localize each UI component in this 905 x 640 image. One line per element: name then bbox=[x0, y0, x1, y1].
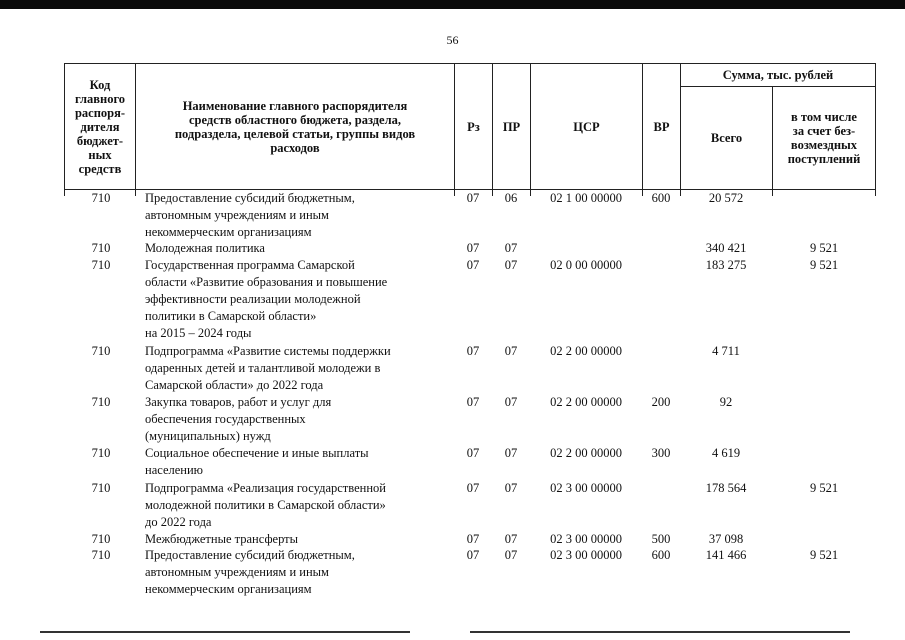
bottom-rule-left bbox=[40, 631, 410, 633]
header-line: ных bbox=[88, 147, 112, 162]
cell-name bbox=[145, 343, 455, 394]
cell-name bbox=[145, 480, 455, 531]
name-line: Подпрограмма «Развитие системы поддержки bbox=[145, 344, 391, 358]
cell-pr: 07 bbox=[504, 446, 518, 460]
cell-vr: 300 bbox=[651, 446, 671, 460]
name-line: Молодежная политика bbox=[145, 241, 265, 255]
header-kod-text bbox=[75, 78, 125, 176]
header-line: возмездных bbox=[790, 138, 858, 152]
header-line: главного bbox=[74, 91, 126, 106]
name-line: Самарской области» до 2022 года bbox=[145, 378, 324, 392]
name-line: Подпрограмма «Реализация государственной bbox=[145, 481, 386, 495]
cell-csr: 02 3 00 00000 bbox=[550, 532, 622, 546]
cell-kod: 710 bbox=[91, 258, 111, 272]
cell-rz: 07 bbox=[466, 258, 480, 272]
cell-vsego: 183 275 bbox=[705, 258, 747, 272]
cell-kod: 710 bbox=[91, 344, 111, 358]
cell-rz: 07 bbox=[466, 241, 480, 255]
name-line: политики в Самарской области» bbox=[145, 309, 317, 323]
header-summa: Сумма, тыс. рублей bbox=[680, 63, 876, 87]
name-line: одаренных детей и талантливой молодежи в bbox=[145, 361, 381, 375]
header-line: дителя bbox=[80, 119, 120, 134]
cell-name bbox=[145, 190, 455, 241]
cell-vsego: 37 098 bbox=[708, 532, 744, 546]
header-line: средств bbox=[78, 161, 122, 176]
name-line: Государственная программа Самарской bbox=[145, 258, 355, 272]
header-vr: ВР bbox=[642, 63, 681, 190]
header-name-text bbox=[175, 99, 415, 155]
cell-rz: 07 bbox=[466, 481, 480, 495]
bottom-rule-right bbox=[470, 631, 850, 633]
cell-rz: 07 bbox=[466, 344, 480, 358]
cell-csr: 02 2 00 00000 bbox=[550, 446, 622, 460]
header-rz: Рз bbox=[454, 63, 493, 190]
cell-bz: 9 521 bbox=[809, 241, 839, 255]
cell-kod: 710 bbox=[91, 241, 111, 255]
cell-vsego: 4 711 bbox=[712, 344, 740, 358]
header-line: Код bbox=[89, 77, 111, 92]
name-line: автономным учреждениям и иным bbox=[145, 208, 329, 222]
header-name bbox=[135, 63, 455, 190]
column-divider bbox=[772, 190, 773, 196]
header-line: в том числе bbox=[791, 110, 857, 124]
name-line: (муниципальных) нужд bbox=[145, 429, 271, 443]
cell-rz: 07 bbox=[466, 191, 480, 205]
header-line: подраздела, целевой статьи, группы видов bbox=[174, 126, 416, 141]
header-vsego: Всего bbox=[680, 86, 773, 190]
cell-csr: 02 1 00 00000 bbox=[550, 191, 622, 205]
cell-kod: 710 bbox=[91, 446, 111, 460]
cell-pr: 07 bbox=[504, 344, 518, 358]
cell-pr: 07 bbox=[504, 395, 518, 409]
header-line: бюджет- bbox=[76, 133, 124, 148]
header-csr: ЦСР bbox=[530, 63, 643, 190]
cell-pr: 07 bbox=[504, 481, 518, 495]
name-line: некоммерческим организациям bbox=[145, 225, 312, 239]
cell-kod: 710 bbox=[91, 191, 111, 205]
cell-vr: 600 bbox=[651, 548, 671, 562]
cell-name bbox=[145, 445, 455, 479]
cell-vr: 500 bbox=[651, 532, 671, 546]
cell-rz: 07 bbox=[466, 395, 480, 409]
cell-pr: 07 bbox=[504, 532, 518, 546]
cell-rz: 07 bbox=[466, 446, 480, 460]
cell-name bbox=[145, 394, 455, 445]
cell-vsego: 340 421 bbox=[705, 241, 747, 255]
top-scan-border bbox=[0, 0, 905, 9]
column-divider bbox=[875, 190, 876, 196]
cell-vsego: 4 619 bbox=[711, 446, 741, 460]
header-line: поступлений bbox=[787, 152, 861, 166]
header-bezvozm-text bbox=[788, 110, 861, 166]
cell-kod: 710 bbox=[91, 395, 111, 409]
cell-pr: 07 bbox=[504, 258, 518, 272]
cell-vr: 600 bbox=[651, 191, 671, 205]
cell-csr: 02 0 00 00000 bbox=[550, 258, 622, 272]
name-line: молодежной политики в Самарской области» bbox=[145, 498, 386, 512]
header-pr: ПР bbox=[492, 63, 531, 190]
cell-kod: 710 bbox=[91, 481, 111, 495]
header-bezvozm bbox=[772, 86, 876, 190]
cell-csr: 02 2 00 00000 bbox=[550, 395, 622, 409]
cell-csr: 02 3 00 00000 bbox=[550, 481, 622, 495]
header-line: Наименование главного распорядителя bbox=[182, 98, 408, 113]
cell-kod: 710 bbox=[91, 532, 111, 546]
cell-rz: 07 bbox=[466, 532, 480, 546]
cell-rz: 07 bbox=[466, 548, 480, 562]
cell-vsego: 92 bbox=[719, 395, 733, 409]
name-line: Межбюджетные трансферты bbox=[145, 532, 299, 546]
name-line: на 2015 – 2024 годы bbox=[145, 326, 252, 340]
cell-pr: 07 bbox=[504, 241, 518, 255]
cell-csr: 02 2 00 00000 bbox=[550, 344, 622, 358]
cell-name bbox=[145, 240, 455, 257]
cell-kod: 710 bbox=[91, 548, 111, 562]
cell-name bbox=[145, 257, 455, 342]
cell-vsego: 20 572 bbox=[708, 191, 744, 205]
cell-bz: 9 521 bbox=[809, 548, 839, 562]
cell-vsego: 141 466 bbox=[705, 548, 747, 562]
name-line: Предоставление субсидий бюджетным, bbox=[145, 191, 355, 205]
cell-name bbox=[145, 547, 455, 598]
name-line: некоммерческим организациям bbox=[145, 582, 312, 596]
cell-bz: 9 521 bbox=[809, 481, 839, 495]
header-line: средств областного бюджета, раздела, bbox=[188, 112, 401, 127]
name-line: эффективности реализации молодежной bbox=[145, 292, 361, 306]
cell-name bbox=[145, 531, 455, 548]
cell-bz: 9 521 bbox=[809, 258, 839, 272]
header-line: расходов bbox=[270, 140, 320, 155]
cell-vr: 200 bbox=[651, 395, 671, 409]
header-line: распоря- bbox=[74, 105, 126, 120]
cell-csr: 02 3 00 00000 bbox=[550, 548, 622, 562]
column-divider bbox=[64, 190, 65, 196]
name-line: области «Развитие образования и повышение bbox=[145, 275, 388, 289]
name-line: населению bbox=[145, 463, 203, 477]
cell-vsego: 178 564 bbox=[705, 481, 747, 495]
name-line: до 2022 года bbox=[145, 515, 212, 529]
name-line: автономным учреждениям и иным bbox=[145, 565, 329, 579]
name-line: Предоставление субсидий бюджетным, bbox=[145, 548, 355, 562]
header-kod bbox=[64, 63, 136, 190]
name-line: Закупка товаров, работ и услуг для bbox=[145, 395, 332, 409]
cell-pr: 06 bbox=[504, 191, 518, 205]
name-line: обеспечения государственных bbox=[145, 412, 306, 426]
page-number: 56 bbox=[446, 33, 459, 47]
header-line: за счет без- bbox=[792, 124, 856, 138]
cell-pr: 07 bbox=[504, 548, 518, 562]
name-line: Социальное обеспечение и иные выплаты bbox=[145, 446, 369, 460]
